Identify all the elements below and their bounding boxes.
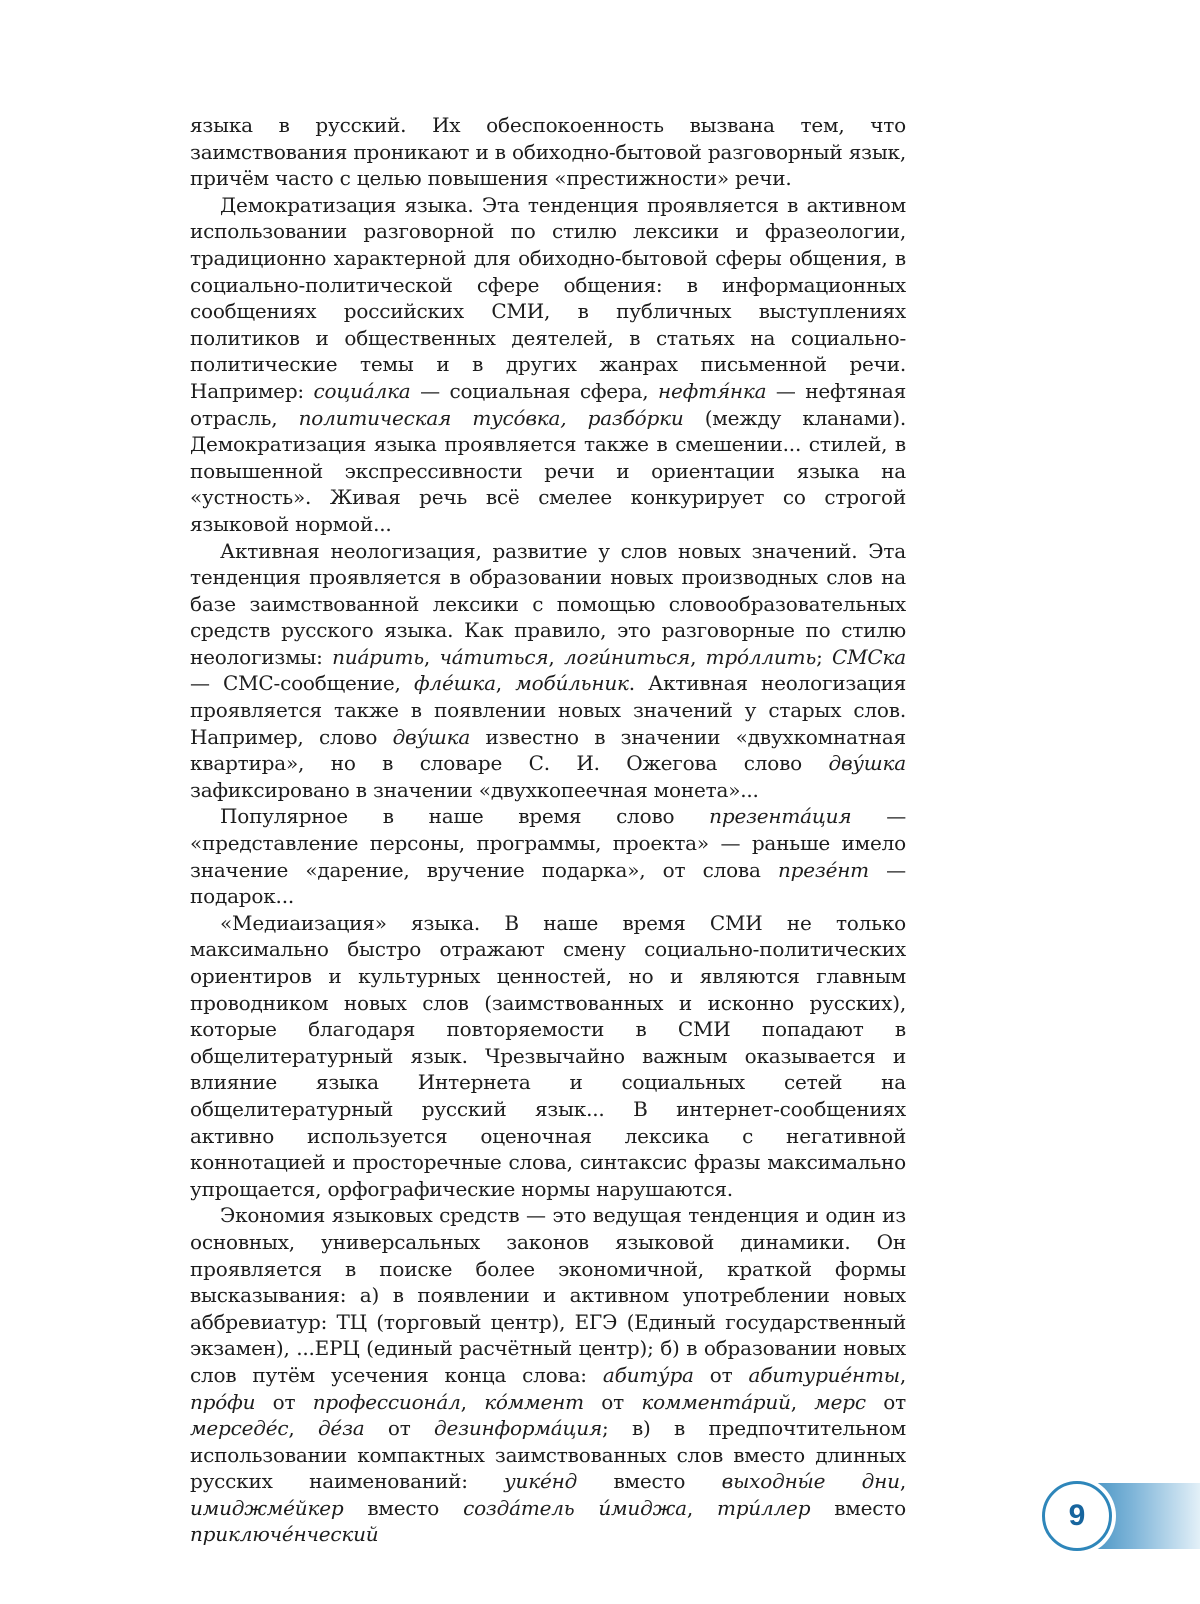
italic-term: мерс (814, 1389, 866, 1414)
text-run: ; (816, 644, 833, 669)
italic-term: ча́титься (439, 644, 549, 669)
italic-term: политическая тусо́вка, разбо́рки (298, 405, 684, 430)
italic-term: абиту́ра (602, 1362, 694, 1387)
italic-term: нефтя́нка (658, 378, 767, 403)
italic-term: тро́ллить (705, 644, 817, 669)
paragraph (190, 803, 906, 909)
italic-term: ко́ммент (484, 1389, 584, 1414)
text-run: (между кланами). Демократизация языка проявляется также в смешении... стилей, в повышенной экспрессивности речи и ориентации языка на «устность». Живая речь всё смелее конкурирует со строгой языковой нормой... (190, 405, 906, 536)
text-run: — социальная сфера, (410, 378, 658, 403)
italic-term: дезинформа́ция (434, 1416, 602, 1441)
text-run: . Активная неологизация проявляется также в появлении новых значений у старых слов. Например, слово (190, 671, 906, 749)
text-run: , (423, 644, 440, 669)
italic-term: презента́ция (709, 804, 852, 829)
text-run: зафиксировано в значении «двухкопеечная монета»... (190, 777, 759, 802)
page-number: 9 (1068, 1499, 1086, 1532)
text-run: — «представление персоны, программы, проекта» — раньше имело значение «дарение, вручение подарка», от слова (190, 804, 906, 882)
text-run: — нефтяная отрасль, (190, 378, 907, 430)
paragraph (190, 910, 906, 1203)
paragraph (190, 192, 906, 538)
text-run: вместо (343, 1495, 464, 1520)
text-run: «Медиаизация» языка. В наше время СМИ не только максимально быстро отражают смену социально-политических ориентиров и культурных ценностей, но и являются главным проводником новых слов (заимствованных и исконно русских), которые благодаря повторяемости в СМИ попадают в общелитературный язык. Чрезвычайно важным оказывается и влияние языка Интернета и социальных сетей на общелитературный русский язык... В интернет-сообщениях активно используется оценочная лексика с негативной коннотацией и просторечные слова, синтаксис фразы максимально упрощается, орфографические нормы нарушаются. (190, 910, 906, 1201)
italic-term: социа́лка (313, 378, 411, 403)
italic-term: выходны́е дни (721, 1469, 900, 1494)
text-run: ; в) в предпочтительном использовании компактных заимствованных слов вместо длинных русских наименований: (190, 1416, 906, 1494)
italic-term: абитурие́нты (748, 1362, 900, 1387)
italic-term: пиа́рить (332, 644, 424, 669)
text-run: , (790, 1389, 815, 1414)
italic-term: созда́тель и́миджа (463, 1495, 687, 1520)
italic-term: приключе́нческий (190, 1522, 379, 1547)
italic-term: уике́нд (504, 1469, 578, 1494)
page-number-circle (1042, 1481, 1112, 1551)
text-run: от (255, 1389, 313, 1414)
italic-term: дву́шка (828, 751, 906, 776)
italic-term: профессиона́л (312, 1389, 461, 1414)
text-run: , (686, 1495, 717, 1520)
italic-term: де́за (317, 1416, 365, 1441)
text-run: вместо (810, 1495, 906, 1520)
text-run: , (690, 644, 706, 669)
italic-term: моби́льник (515, 671, 629, 696)
text-run: , (495, 671, 516, 696)
text-run: , (899, 1362, 906, 1387)
text-run: , (899, 1469, 906, 1494)
text-run: Экономия языковых средств — это ведущая тенденция и один из основных, универсальных законов языковой динамики. Он проявляется в поиске более экономичной, краткой формы высказывания: а) в появлении и активном употреблении новых аббревиатур: ТЦ (торговый центр), ЕГЭ (Единый государственный экзамен), ...ЕРЦ (единый расчётный центр); б) в образовании новых слов путём усечения конца слова: (190, 1203, 906, 1387)
italic-term: логи́ниться (563, 644, 691, 669)
text-run: от (364, 1416, 435, 1441)
text-run: от (583, 1389, 642, 1414)
text-run: вместо (577, 1469, 722, 1494)
text-run: — подарок... (190, 857, 906, 909)
text-run: Демократизация языка. Эта тенденция проявляется в активном использовании разговорной по стилю лексики и фразеологии, традиционно характерной для обиходно-бытовой сферы общения, в социально-политической сфере общения: в информационных сообщениях российских СМИ, в публичных выступлениях политиков и общественных деятелей, в статьях на социально-политические темы и в других жанрах письменной речи. Например: (190, 192, 906, 403)
paragraph (190, 112, 906, 192)
text-run: от (865, 1389, 906, 1414)
text-run: Популярное в наше время слово (220, 804, 710, 829)
italic-term: дву́шка (392, 724, 471, 749)
text-run: — СМС-сообщение, (190, 671, 414, 696)
italic-term: коммента́рий (641, 1389, 791, 1414)
text-run: , (288, 1416, 318, 1441)
text-run: , (548, 644, 564, 669)
text-run: Активная неологизация, развитие у слов новых значений. Эта тенденция проявляется в образовании новых производных слов на базе заимствованной лексики с помощью словообразовательных средств русского языка. Как правило, это разговорные по стилю неологизмы: (190, 538, 906, 669)
article-text (190, 112, 906, 1548)
paragraph (190, 1202, 906, 1548)
text-run: от (693, 1362, 749, 1387)
text-run: известно в значении «двухкомнатная квартира», но в словаре С. И. Ожегова слово (190, 724, 906, 776)
text-run: языка в русский. Их обеспокоенность вызвана тем, что заимствования проникают и в обиходно-бытовой разговорный язык, причём часто с целью повышения «престижности» речи. (190, 113, 906, 191)
italic-term: фле́шка (413, 671, 496, 696)
paragraph (190, 538, 906, 804)
italic-term: три́ллер (716, 1495, 811, 1520)
italic-term: СМСка (832, 644, 906, 669)
italic-term: презе́нт (777, 857, 869, 882)
italic-term: мерседе́с (190, 1416, 289, 1441)
text-run: , (460, 1389, 485, 1414)
italic-term: про́фи (190, 1389, 256, 1414)
italic-term: имиджме́йкер (190, 1495, 344, 1520)
